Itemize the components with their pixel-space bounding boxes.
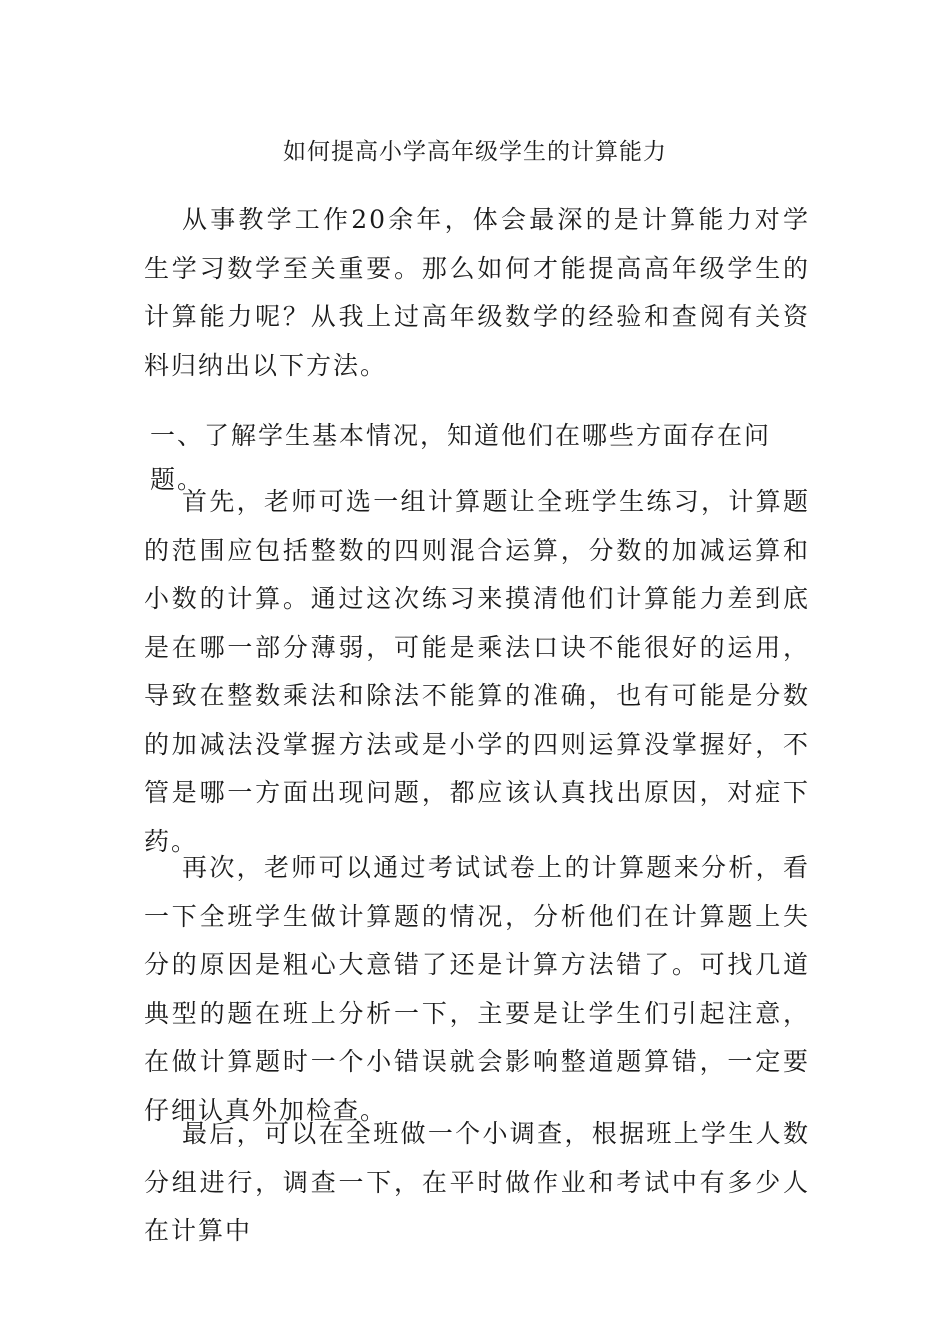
first-paragraph: 首先，老师可选一组计算题让全班学生练习，计算题的范围应包括整数的四则混合运算，分数的加减运算和小数的计算。通过这次练习来摸清他们计算能力差到底是在哪一部分薄弱，可能是乘法口诀不能很好的运用，导致在整数乘法和除法不能算的准确，也有可能是分数的加减法没掌握方法或是小学的四则运算没掌握好，不管是哪一方面出现问题，都应该认真找出原因，对症下药。 [144,487,810,856]
section-heading: 一、了解学生基本情况，知道他们在哪些方面存在问题。 [150,421,772,494]
second-paragraph: 再次，老师可以通过考试试卷上的计算题来分析，看一下全班学生做计算题的情况，分析他们在计算题上失分的原因是粗心大意错了还是计算方法错了。可找几道典型的题在班上分析一下，主要是让学生们引起注意，在做计算题时一个小错误就会影响整道题算错，一定要仔细认真外加检查。 [144,853,810,1125]
intro-paragraph: 从事教学工作20余年，体会最深的是计算能力对学生学习数学至关重要。那么如何才能提高高年级学生的计算能力呢？从我上过高年级数学的经验和查阅有关资料归纳出以下方法。 [144,205,810,380]
document-title: 如何提高小学高年级学生的计算能力 [283,139,667,165]
last-paragraph: 最后，可以在全班做一个小调查，根据班上学生人数分组进行，调查一下，在平时做作业和考试中有多少人在计算中 [144,1119,810,1245]
